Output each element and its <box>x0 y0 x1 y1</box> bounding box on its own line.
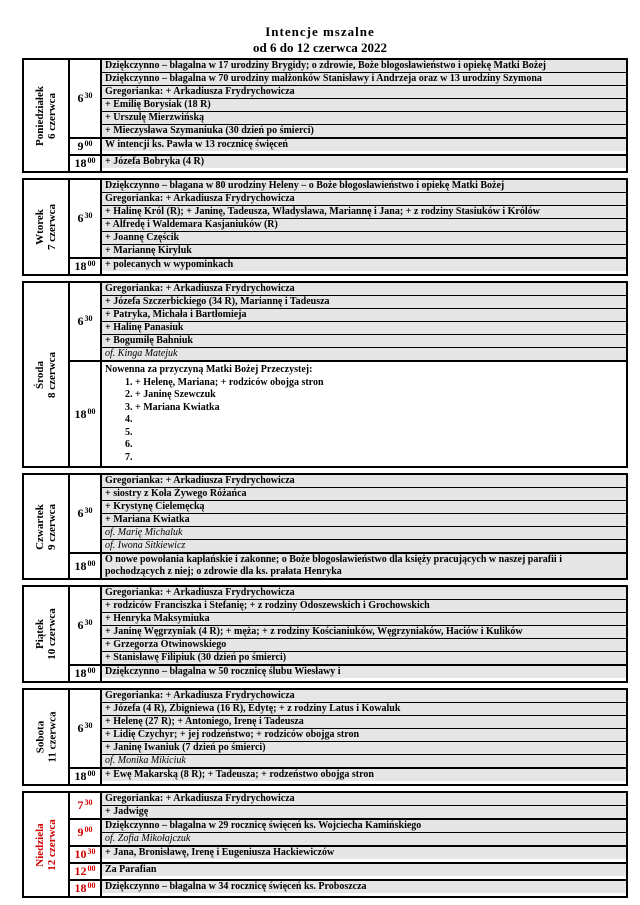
mass-time <box>70 362 102 466</box>
intention-row: O nowe powołania kapłańskie i zakonne; o Boże błogosławieństwo dla księży pracujących w naszej parafii i pochodzących z niej; o zdrowie dla ks. prałata Henryka <box>102 554 626 578</box>
intentions <box>102 139 626 154</box>
day-label <box>24 180 70 274</box>
mass-time <box>70 180 102 257</box>
day-label <box>24 475 70 578</box>
intentions <box>102 259 626 274</box>
day-label-text <box>34 86 58 146</box>
intention-row: + Mieczysława Szymaniuka (30 dzień po śmierci) <box>102 125 626 137</box>
offering-row: of. Monika Mikiciuk <box>102 755 626 767</box>
day-label <box>24 793 70 896</box>
intention-row: + Józefa Bobryka (4 R) <box>102 156 626 168</box>
novena-heading: Nowenna za przyczyną Matki Bożej Przeczystej: <box>105 364 313 375</box>
intention-row: + Henryka Maksymiuka <box>102 613 626 626</box>
mass-time <box>70 690 102 767</box>
intention-row: + Jadwigę <box>102 806 626 818</box>
intention-row: + Mariannę Kiryluk <box>102 245 626 257</box>
time-slot <box>70 283 626 362</box>
day-date: 8 czerwca <box>46 351 59 398</box>
intention-row: Za Parafian <box>102 864 626 876</box>
intention-row: + Grzegorza Otwinowskiego <box>102 639 626 652</box>
time-slot <box>70 847 626 864</box>
mass-time-minutes: 30 <box>87 847 96 856</box>
time-slot <box>70 881 626 896</box>
intentions <box>102 554 626 578</box>
day-date: 10 czerwca <box>46 608 59 660</box>
mass-time-hour: 18 <box>74 406 87 421</box>
page-subtitle: od 6 do 12 czerwca 2022 <box>253 40 387 55</box>
day-name: Poniedziałek <box>34 85 47 146</box>
mass-time <box>70 283 102 360</box>
day-label <box>24 690 70 784</box>
day-date: 6 czerwca <box>46 92 59 139</box>
intention-row: Gregorianka: + Arkadiusza Frydrychowicza <box>102 587 626 600</box>
time-slots <box>70 587 626 681</box>
intention-row: + Ewę Makarską (8 R); + Tadeusza; + rodzeństwo obojga stron <box>102 769 626 781</box>
intentions <box>102 820 626 845</box>
time-slot <box>70 60 626 139</box>
intention-row: + siostry z Koła Żywego Różańca <box>102 488 626 501</box>
intentions <box>102 362 626 466</box>
mass-time-hour: 6 <box>77 211 84 225</box>
intention-row: + Józefa Szczerbickiego (34 R), Mariannę i Tadeusza <box>102 296 626 309</box>
intention-row: Dziękczynno – błagalna w 70 urodziny małżonków Stanisławy i Andrzeja oraz w 13 urodziny Szymona <box>102 73 626 86</box>
day-label-text <box>34 503 58 549</box>
mass-time-hour: 12 <box>74 864 87 878</box>
day-label-text <box>34 712 58 763</box>
offering-row: of. Kinga Matejuk <box>102 348 626 360</box>
novena-item <box>135 427 623 440</box>
time-slot <box>70 554 626 578</box>
time-slots <box>70 793 626 896</box>
intentions <box>102 60 626 137</box>
intention-row: Gregorianka: + Arkadiusza Frydrychowicza <box>102 793 626 806</box>
day-name: Środa <box>34 360 47 389</box>
mass-time-hour: 6 <box>77 618 84 632</box>
time-slot <box>70 769 626 784</box>
mass-time-minutes: 30 <box>84 506 93 515</box>
day-date: 7 czerwca <box>46 203 59 251</box>
intention-row: + Patryka, Michała i Bartłomieja <box>102 309 626 322</box>
time-slot <box>70 864 626 881</box>
intentions <box>102 283 626 360</box>
novena-list <box>105 377 623 465</box>
time-slots <box>70 283 626 466</box>
mass-time-minutes: 30 <box>84 91 93 100</box>
mass-time-hour: 10 <box>74 847 87 861</box>
mass-time-hour: 6 <box>77 721 84 735</box>
intention-row: Dziękczynno – błagana w 80 urodziny Heleny – o Boże błogosławieństwo i opiekę Matki Bożej <box>102 180 626 193</box>
novena-item: 3. + Mariana Kwiatka <box>135 402 623 415</box>
intentions <box>102 666 626 681</box>
time-slots <box>70 180 626 274</box>
page-title: Intencje mszalne <box>265 24 375 39</box>
mass-time-minutes: 30 <box>84 798 93 807</box>
intention-row: Dziękczynno – błagalna w 29 rocznicę święceń ks. Wojciecha Kamińskiego <box>102 820 626 833</box>
intention-row: Gregorianka: + Arkadiusza Frydrychowicza <box>102 283 626 296</box>
mass-time <box>70 475 102 552</box>
mass-time-hour: 9 <box>77 139 84 153</box>
intention-row: Gregorianka: + Arkadiusza Frydrychowicza <box>102 475 626 488</box>
intention-row: + Bogumiłę Bahniuk <box>102 335 626 348</box>
day-name: Piątek <box>34 619 47 649</box>
mass-time <box>70 769 102 784</box>
intention-row: + Emilię Borysiak (18 R) <box>102 99 626 112</box>
intention-row: Dziękczynno – błagalna w 34 rocznicę święceń ks. Proboszcza <box>102 881 626 893</box>
mass-time-minutes: 30 <box>84 314 93 323</box>
mass-time <box>70 793 102 818</box>
intentions <box>102 475 626 552</box>
intention-row: Gregorianka: + Arkadiusza Frydrychowicza <box>102 193 626 206</box>
time-slot <box>70 475 626 554</box>
day-date: 11 czerwca <box>46 711 58 763</box>
mass-schedule <box>22 58 628 903</box>
day-label <box>24 587 70 681</box>
time-slot <box>70 362 626 466</box>
mass-time-hour: 18 <box>74 259 87 273</box>
time-slot <box>70 666 626 681</box>
intentions <box>102 587 626 664</box>
mass-time-minutes: 00 <box>84 825 93 834</box>
time-slot <box>70 587 626 666</box>
mass-time-minutes: 00 <box>84 139 93 148</box>
mass-time <box>70 60 102 137</box>
mass-time <box>70 864 102 879</box>
day-block <box>22 585 628 683</box>
mass-time-hour: 18 <box>74 666 87 680</box>
mass-time-minutes: 30 <box>84 618 93 627</box>
day-date: 12 czerwca <box>46 818 59 871</box>
day-date: 9 czerwca <box>46 503 59 550</box>
day-block <box>22 473 628 580</box>
time-slots <box>70 690 626 784</box>
intention-row: + Helenę (27 R); + Antoniego, Irenę i Tadeusza <box>102 716 626 729</box>
intention-row: Dziękczynno – błagalna w 17 urodziny Brygidy; o zdrowie, Boże błogosławieństwo i opiekę Matki Bożej <box>102 60 626 73</box>
day-label-text <box>34 351 58 397</box>
novena-item: 2. + Janinę Szewczuk <box>135 389 623 402</box>
day-label <box>24 283 70 466</box>
intention-row: + rodziców Franciszka i Stefanię; + z rodziny Odoszewskich i Grochowskich <box>102 600 626 613</box>
day-name: Niedziela <box>34 822 47 867</box>
intention-row: + Urszulę Mierzwińską <box>102 112 626 125</box>
novena-item <box>135 439 623 452</box>
time-slots <box>70 60 626 171</box>
intention-row: W intencji ks. Pawła w 13 rocznicę święceń <box>102 139 626 151</box>
intention-row: + Joannę Częścik <box>102 232 626 245</box>
mass-time <box>70 156 102 171</box>
offering-row: of. Zofia Mikołajczuk <box>102 833 626 845</box>
mass-time <box>70 881 102 896</box>
mass-time <box>70 587 102 664</box>
mass-time-hour: 9 <box>77 825 84 839</box>
intention-row: + Halinę Panasiuk <box>102 322 626 335</box>
intentions <box>102 847 626 862</box>
mass-time-hour: 6 <box>77 91 84 105</box>
mass-time-hour: 6 <box>77 506 84 520</box>
time-slot <box>70 793 626 820</box>
intentions <box>102 180 626 257</box>
intention-row: + polecanych w wypominkach <box>102 259 626 271</box>
day-name: Czwartek <box>34 503 47 550</box>
novena-block <box>102 362 626 466</box>
day-block <box>22 281 628 468</box>
mass-time-minutes: 00 <box>87 769 96 778</box>
intentions <box>102 690 626 767</box>
time-slot <box>70 139 626 156</box>
mass-time-minutes: 30 <box>84 211 93 220</box>
time-slot <box>70 820 626 847</box>
time-slot <box>70 180 626 259</box>
mass-time-minutes: 00 <box>87 156 96 165</box>
mass-time-hour: 7 <box>77 798 84 812</box>
time-slot <box>70 259 626 274</box>
novena-item <box>135 414 623 427</box>
novena-item: 1. + Helenę, Mariana; + rodziców obojga stron <box>135 377 623 390</box>
intention-row: Gregorianka: + Arkadiusza Frydrychowicza <box>102 86 626 99</box>
intentions <box>102 793 626 818</box>
day-block <box>22 688 628 786</box>
time-slots <box>70 475 626 578</box>
mass-time-hour: 18 <box>74 558 87 573</box>
intention-row: + Janinę Węgrzyniak (4 R); + męża; + z rodziny Kościaniuków, Węgrzyniaków, Haciów i Kulików <box>102 626 626 639</box>
day-name: Wtorek <box>34 209 47 245</box>
mass-time-minutes: 00 <box>87 259 96 268</box>
mass-time-minutes: 00 <box>87 864 96 873</box>
day-label-text <box>34 819 58 871</box>
mass-time <box>70 259 102 274</box>
intentions <box>102 881 626 896</box>
intention-row: + Halinę Król (R); + Janinę, Tadeusza, Władysława, Mariannę i Jana; + z rodziny Stasiuków i Królów <box>102 206 626 219</box>
mass-time <box>70 847 102 862</box>
day-label-text <box>34 608 58 660</box>
day-name: Sobota <box>34 720 46 754</box>
mass-time-hour: 18 <box>74 881 87 895</box>
intentions <box>102 156 626 171</box>
intention-row: + Alfredę i Waldemara Kasjaniuków (R) <box>102 219 626 232</box>
mass-time <box>70 666 102 681</box>
intention-row: + Mariana Kwiatka <box>102 514 626 527</box>
intention-row: + Janinę Iwaniuk (7 dzień po śmierci) <box>102 742 626 755</box>
time-slot <box>70 690 626 769</box>
intention-row: + Jana, Bronisławę, Irenę i Eugeniusza Hackiewiczów <box>102 847 626 859</box>
offering-row: of. Iwona Sitkiewicz <box>102 540 626 552</box>
day-label <box>24 60 70 171</box>
mass-time-hour: 6 <box>77 314 84 328</box>
day-block <box>22 178 628 276</box>
day-label-text <box>34 204 58 250</box>
intention-row: + Józefa (4 R), Zbigniewa (16 R), Edytę; + z rodziny Latus i Kowaluk <box>102 703 626 716</box>
mass-time <box>70 139 102 154</box>
day-block <box>22 791 628 898</box>
mass-time-minutes: 30 <box>84 721 93 730</box>
offering-row: of. Marię Michaluk <box>102 527 626 540</box>
novena-item <box>135 452 623 465</box>
mass-time <box>70 820 102 845</box>
day-block <box>22 58 628 173</box>
mass-time-minutes: 00 <box>87 558 96 568</box>
mass-time-minutes: 00 <box>87 666 96 675</box>
mass-time-minutes: 00 <box>87 406 96 416</box>
intention-row: Gregorianka: + Arkadiusza Frydrychowicza <box>102 690 626 703</box>
mass-time-minutes: 00 <box>87 881 96 890</box>
mass-time-hour: 18 <box>74 769 87 783</box>
mass-time <box>70 554 102 578</box>
intention-row: + Lidię Czychyr; + jej rodzeństwo; + rodziców obojga stron <box>102 729 626 742</box>
intentions <box>102 769 626 784</box>
time-slot <box>70 156 626 171</box>
intention-row: + Krystynę Cielemęcką <box>102 501 626 514</box>
intentions <box>102 864 626 879</box>
intention-row: + Stanisławę Filipiuk (30 dzień po śmierci) <box>102 652 626 664</box>
intention-row: Dziękczynno – błagalna w 50 rocznicę ślubu Wiesławy i <box>102 666 626 678</box>
mass-time-hour: 18 <box>74 156 87 170</box>
